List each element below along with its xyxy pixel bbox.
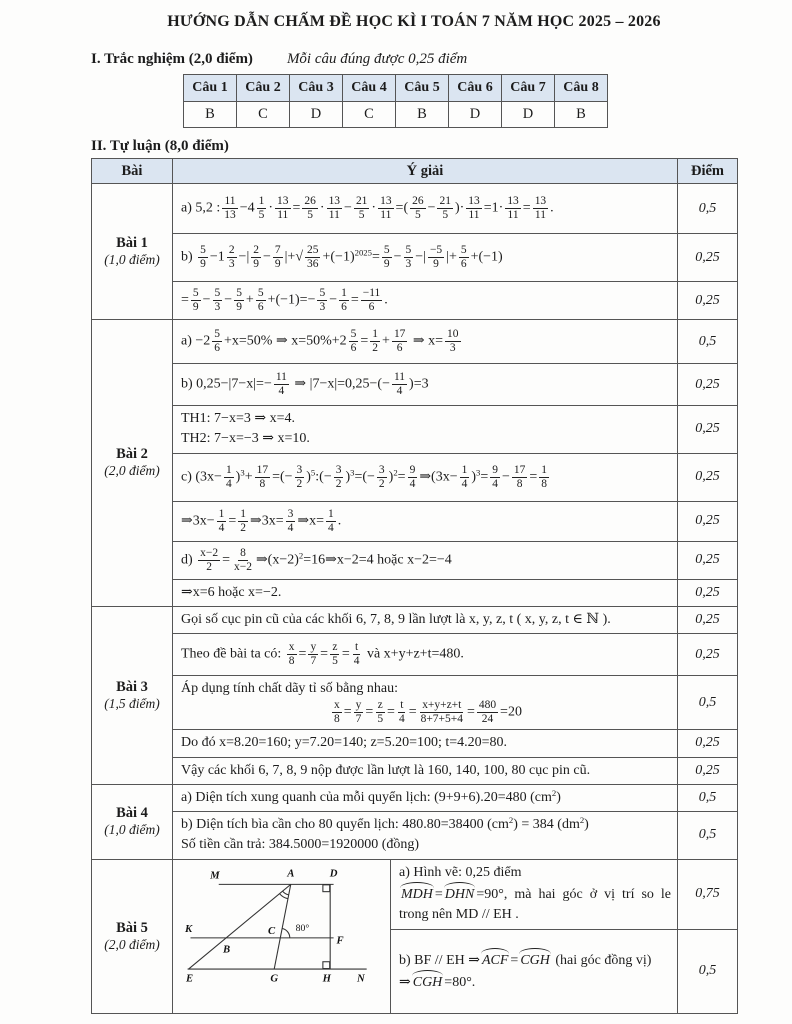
mc-answer-6: D	[449, 102, 502, 128]
points-cell: 0,25	[678, 406, 738, 454]
problem-label-cell	[92, 184, 173, 320]
mc-header-cau1: Câu 1	[184, 75, 237, 102]
answer-cell: ⇒x=6 hoặc x=−2.	[173, 579, 678, 606]
mc-answer-5: B	[396, 102, 449, 128]
table-row	[92, 676, 738, 730]
mc-header-cau6: Câu 6	[449, 75, 502, 102]
points-cell: 0,25	[678, 453, 738, 501]
figure-label-H: H	[322, 972, 331, 985]
table-row	[92, 282, 738, 320]
answer-cell: d) $\frac{x-2}{2}$ = $\frac{8}{x-2}$ $\Rightarrow(x-2)^2=16\Rightarrow x-2=4$ hoặc x−2=−4	[173, 541, 678, 579]
points-cell: 0,5	[678, 784, 738, 811]
table-row	[92, 453, 738, 501]
table-row	[92, 784, 738, 811]
answer-line: a) Hình vẽ: 0,25 điểm	[399, 864, 522, 880]
section2-heading: II. Tự luận (8,0 điểm)	[91, 138, 229, 154]
points-cell: 0,25	[678, 282, 738, 320]
answer-cell	[173, 406, 678, 454]
section1-heading: I. Trắc nghiệm (2,0 điểm)	[91, 51, 253, 67]
table-row	[92, 859, 738, 929]
table-row	[92, 320, 738, 364]
answer-line: ⇒ CGH =80°.	[399, 971, 671, 993]
answer-cell: b) $\frac{5}{9}$ −1 $\frac{2}{3}$ −| $\frac{2}{9}$ − $\frac{7}{9}$ |+√ $\frac{25}{36}$ $+(-1)^{2025}=$ $\frac{5}{9}$ − $\frac{5}{3}$ −| $\frac{-5}{9}$ |+ $\frac{5}{6}$ +(−1)	[173, 234, 678, 282]
figure-label-C: C	[267, 924, 275, 937]
answer-line: b) BF // EH ⇒ ACF = CGH (hai góc đồng vị)	[399, 949, 671, 971]
problem-label: Bài 2	[116, 446, 148, 463]
points-cell: 0,25	[678, 541, 738, 579]
mc-answer-8: B	[555, 102, 608, 128]
table-row	[92, 541, 738, 579]
mc-header-cau7: Câu 7	[502, 75, 555, 102]
answer-cell: ⇒3x− $\frac{1}{4}$ = $\frac{1}{2}$ ⇒3x= $\frac{3}{4}$ ⇒x= $\frac{1}{4}$ .	[173, 501, 678, 541]
table-row	[92, 364, 738, 406]
answer-cell	[173, 812, 678, 860]
figure-label-A: A	[286, 867, 294, 880]
points-cell: 0,25	[678, 501, 738, 541]
problem-label-cell	[92, 859, 173, 1013]
points-cell: 0,5	[678, 184, 738, 234]
answer-cell	[391, 859, 678, 929]
answer-line: Áp dụng tính chất dãy tỉ số bằng nhau:	[181, 681, 398, 697]
answer-cell: Theo đề bài ta có: $\frac{x}{8}$ = $\frac{y}{7}$ = $\frac{z}{5}$ = $\frac{t}{4}$ và x+y+z+t=480.	[173, 634, 678, 676]
solution-table	[91, 158, 738, 1014]
problem-points: (1,5 điểm)	[104, 695, 160, 711]
geometry-figure-cell	[173, 859, 391, 1013]
mc-answer-3: D	[290, 102, 343, 128]
problem-label-cell	[92, 320, 173, 607]
problem-points: (2,0 điểm)	[104, 936, 160, 952]
col-header-ygiai: Ý giải	[173, 159, 678, 184]
table-row	[92, 634, 738, 676]
figure-label-G: G	[269, 972, 278, 985]
answer-cell: a) 5,2 : $\frac{11}{13}$ −4 $\frac{1}{5}$ · $\frac{13}{11}$ = $\frac{26}{5}$ · $\frac{13}{11}$ − $\frac{21}{5}$ · $\frac{13}{11}$ =( $\frac{26}{5}$ − $\frac{21}{5}$ )· $\frac{13}{11}$ =1· $\frac{13}{11}$ = $\frac{13}{11}$ .	[173, 184, 678, 234]
answer-cell: a) −2 $\frac{5}{6}$ +x=50% ⇒ x=50%+2 $\frac{5}{6}$ = $\frac{1}{2}$ + $\frac{17}{6}$ ⇒ x= $\frac{10}{3}$	[173, 320, 678, 364]
points-cell: 0,75	[678, 859, 738, 929]
mc-answer-1: B	[184, 102, 237, 128]
points-cell: 0,25	[678, 364, 738, 406]
answer-cell: b) 0,25−|7−x|=− $\frac{11}{4}$ ⇒ |7−x|=0,25−(− $\frac{11}{4}$ )=3	[173, 364, 678, 406]
table-row	[92, 501, 738, 541]
problem-label: Bài 3	[116, 678, 148, 695]
points-cell: 0,5	[678, 812, 738, 860]
table-row	[92, 757, 738, 784]
problem-points: (1,0 điểm)	[104, 252, 160, 267]
points-cell: 0,25	[678, 757, 738, 784]
table-row	[92, 606, 738, 633]
mc-answer-7: D	[502, 102, 555, 128]
mc-header-cau8: Câu 8	[555, 75, 608, 102]
table-row	[92, 812, 738, 860]
points-cell: 0,5	[678, 320, 738, 364]
figure-label-E: E	[185, 972, 193, 985]
section1-note: Mỗi câu đúng được 0,25 điểm	[286, 51, 468, 67]
answer-line: Số tiền cần trả: 384.5000=1920000 (đồng)	[181, 837, 420, 853]
problem-label-cell	[92, 606, 173, 784]
points-cell: 0,25	[678, 606, 738, 633]
answer-cell: = $\frac{5}{9}$ − $\frac{5}{3}$ − $\frac{5}{9}$ + $\frac{5}{6}$ +(−1)=− $\frac{5}{3}$ − $\frac{1}{6}$ = $\frac{-11}{6}$ .	[173, 282, 678, 320]
multiple-choice-table	[183, 74, 608, 128]
problem-label: Bài 4	[116, 805, 148, 822]
answer-cell: Vậy các khối 6, 7, 8, 9 nộp được lần lượt là 160, 140, 100, 80 cục pin cũ.	[173, 757, 678, 784]
mc-answer-2: C	[237, 102, 290, 128]
col-header-bai: Bài	[92, 159, 173, 184]
mc-header-cau2: Câu 2	[237, 75, 290, 102]
answer-cell	[173, 676, 678, 730]
points-cell: 0,5	[678, 676, 738, 730]
figure-label-N: N	[356, 972, 365, 985]
answer-line: TH2: 7−x=−3 ⇒ x=10.	[181, 431, 310, 447]
problem-points: (1,0 điểm)	[104, 822, 160, 838]
answer-cell: Gọi số cục pin cũ của các khối 6, 7, 8, 9 lần lượt là x, y, z, t ( x, y, z, t ∈ ℕ ).	[173, 606, 678, 633]
mc-header-row	[184, 75, 608, 102]
table-row	[92, 406, 738, 454]
page-title: HƯỚNG DẪN CHẤM ĐỀ HỌC KÌ I TOÁN 7 NĂM HỌC 2025 – 2026	[167, 13, 661, 30]
answer-line: $\frac{x}{8}$ = $\frac{y}{7}$ = $\frac{z}{5}$ = $\frac{t}{4}$ = $\frac{x+y+z+t}{8+7+5+4}$ = $\frac{480}{24}$ =20	[334, 699, 522, 726]
problem-points: (2,0 điểm)	[104, 463, 160, 479]
figure-label-K: K	[184, 922, 192, 935]
answer-line: TH1: 7−x=3 ⇒ x=4.	[181, 411, 295, 426]
points-cell: 0,25	[678, 234, 738, 282]
mc-header-cau4: Câu 4	[343, 75, 396, 102]
problem-label-cell	[92, 784, 173, 859]
mc-answer-row	[184, 102, 608, 128]
answer-line: b) Diện tích bìa cần cho 80 quyển lịch: 480.80=38400 $(cm^2) = 384$ $(dm^2)$	[181, 814, 589, 833]
problem-label: Bài 5	[116, 919, 148, 936]
points-cell: 0,5	[678, 929, 738, 1013]
table-row	[92, 730, 738, 757]
solution-header-row	[92, 159, 738, 184]
table-row	[92, 184, 738, 234]
section1-heading-row	[91, 51, 737, 68]
mc-answer-4: C	[343, 102, 396, 128]
figure-angle-label: 80°	[295, 922, 309, 934]
table-row	[92, 579, 738, 606]
figure-label-D: D	[329, 867, 337, 880]
mc-header-cau3: Câu 3	[290, 75, 343, 102]
mc-header-cau5: Câu 5	[396, 75, 449, 102]
figure-label-F: F	[336, 934, 344, 947]
points-cell: 0,25	[678, 730, 738, 757]
answer-cell: Do đó x=8.20=160; y=7.20=140; z=5.20=100; t=4.20=80.	[173, 730, 678, 757]
table-row	[92, 234, 738, 282]
figure-label-B: B	[222, 943, 230, 956]
answer-cell: a) Diện tích xung quanh của mỗi quyển lịch: (9+9+6).20=480 $(cm^2)$	[173, 784, 678, 811]
col-header-diem: Điểm	[678, 159, 738, 184]
problem-label: Bài 1	[116, 235, 148, 251]
geometry-figure	[175, 861, 389, 1007]
points-cell: 0,25	[678, 579, 738, 606]
points-cell: 0,25	[678, 634, 738, 676]
answer-cell: c) (3x− $\frac{1}{4}$ )$^3$+ $\frac{17}{8}$ =(− $\frac{3}{2}$ )$^5$:(− $\frac{3}{2}$ )$^3$=(− $\frac{3}{2}$ )$^2$= $\frac{9}{4}$ ⇒(3x− $\frac{1}{4}$ )$^3$= $\frac{9}{4}$ − $\frac{17}{8}$ = $\frac{1}{8}$	[173, 453, 678, 501]
figure-label-M: M	[209, 869, 220, 882]
answer-line: MDH = DHN =90°, mà hai góc ở vị trí so le trong nên MD // EH .	[399, 883, 671, 926]
answer-cell	[391, 929, 678, 1013]
